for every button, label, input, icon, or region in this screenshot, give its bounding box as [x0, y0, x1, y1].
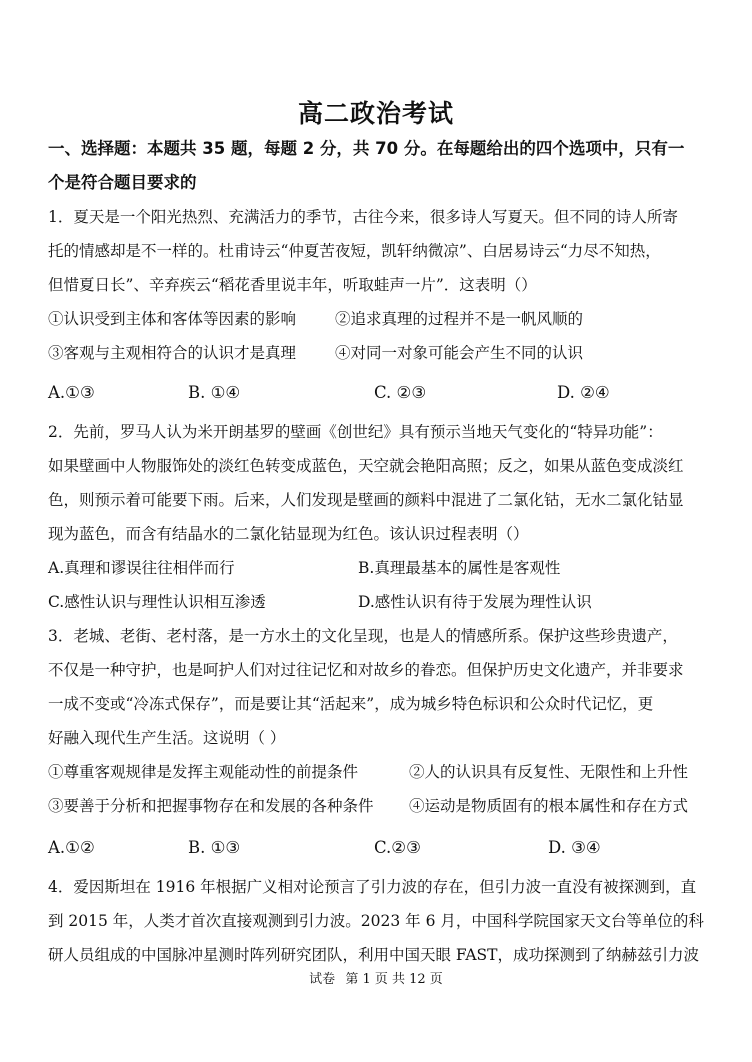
q3-item-2: ②人的认识具有反复性、无限性和上升性 — [409, 763, 689, 781]
q2-text-line-3: 色，则预示着可能要下雨。后来，人们发现是壁画的颜料中混进了二氯化钴，无水二氯化钴显 — [48, 491, 684, 509]
q3-item-3: ③要善于分析和把握事物存在和发展的各种条件 — [48, 797, 374, 815]
q1-item-4: ④对同一对象可能会产生不同的认识 — [335, 344, 584, 362]
section-heading-line-1: 一、选择题：本题共 35 题，每题 2 分，共 70 分。在每题给出的四个选项中，只有一 — [48, 139, 685, 158]
q3-text-line-2: 不仅是一种守护，也是呵护人们对过往记忆和对故乡的眷恋。但保护历史文化遗产，并非要求 — [48, 661, 684, 679]
q3-choice-b: B. ①③ — [188, 838, 241, 857]
footer-label: 试卷 — [309, 972, 336, 987]
q1-choice-d: D. ②④ — [557, 383, 610, 402]
q1-text-line-1: 1．夏天是一个阳光热烈、充满活力的季节，古往今来，很多诗人写夏天。但不同的诗人所寄 — [48, 208, 678, 226]
page-footer — [0, 968, 752, 987]
q3-item-4: ④运动是物质固有的根本属性和存在方式 — [409, 797, 689, 815]
q2-choice-b: B.真理最基本的属性是客观性 — [358, 559, 561, 577]
q1-text-line-2: 托的情感却是不一样的。杜甫诗云“仲夏苦夜短，凯轩纳微凉”、白居易诗云“力尽不知热， — [48, 242, 661, 260]
section-heading-line-2: 个是符合题目要求的 — [48, 173, 197, 192]
q2-choice-c: C.感性认识与理性认识相互渗透 — [48, 593, 266, 611]
q4-text-line-1: 4．爱因斯坦在 1916 年根据广义相对论预言了引力波的存在，但引力波一直没有被探测到，直 — [48, 878, 697, 896]
q3-choice-d: D. ③④ — [548, 838, 601, 857]
q3-text-line-3: 一成不变或“冷冻式保存”，而是要让其“活起来”，成为城乡特色标识和公众时代记忆，更 — [48, 695, 654, 713]
q2-text-line-4: 现为蓝色，而含有结晶水的二氯化钴显现为红色。该认识过程表明（） — [48, 525, 529, 543]
q4-text-line-2: 到 2015 年，人类才首次直接观测到引力波。2023 年 6 月，中国科学院国家天文台等单位的科 — [48, 912, 704, 930]
footer-page-number: 第 1 页 共 12 页 — [345, 972, 443, 987]
q1-item-2: ②追求真理的过程并不是一帆风顺的 — [335, 310, 584, 328]
q1-choice-a: A.①③ — [48, 383, 95, 402]
q3-choice-c: C.②③ — [374, 838, 421, 857]
q3-item-1: ①尊重客观规律是发挥主观能动性的前提条件 — [48, 763, 359, 781]
q2-text-line-2: 如果壁画中人物服饰处的淡红色转变成蓝色，天空就会艳阳高照；反之，如果从蓝色变成淡红 — [48, 457, 684, 475]
q1-item-1: ①认识受到主体和客体等因素的影响 — [48, 310, 297, 328]
q1-choice-c: C. ②③ — [374, 383, 427, 402]
q3-choice-a: A.①② — [48, 838, 95, 857]
exam-title: 高二政治考试 — [297, 99, 454, 128]
q4-text-line-3: 研人员组成的中国脉冲星测时阵列研究团队，利用中国天眼 FAST，成功探测到了纳赫兹引力波 — [48, 946, 699, 964]
q3-text-line-1: 3．老城、老街、老村落，是一方水土的文化呈现，也是人的情感所系。保护这些珍贵遗产， — [48, 627, 678, 645]
q3-text-line-4: 好融入现代生产生活。这说明（ ） — [48, 729, 286, 747]
q1-choice-b: B. ①④ — [188, 383, 241, 402]
q1-item-3: ③客观与主观相符合的认识才是真理 — [48, 344, 297, 362]
q2-choice-a: A.真理和谬误往往相伴而行 — [48, 559, 235, 577]
q2-choice-d: D.感性认识有待于发展为理性认识 — [358, 593, 592, 611]
q1-text-line-3: 但惜夏日长”、辛弃疾云“稻花香里说丰年，听取蛙声一片”．这表明（） — [48, 276, 537, 294]
q2-text-line-1: 2．先前，罗马人认为米开朗基罗的壁画《创世纪》具有预示当地天气变化的“特异功能”： — [48, 423, 663, 441]
